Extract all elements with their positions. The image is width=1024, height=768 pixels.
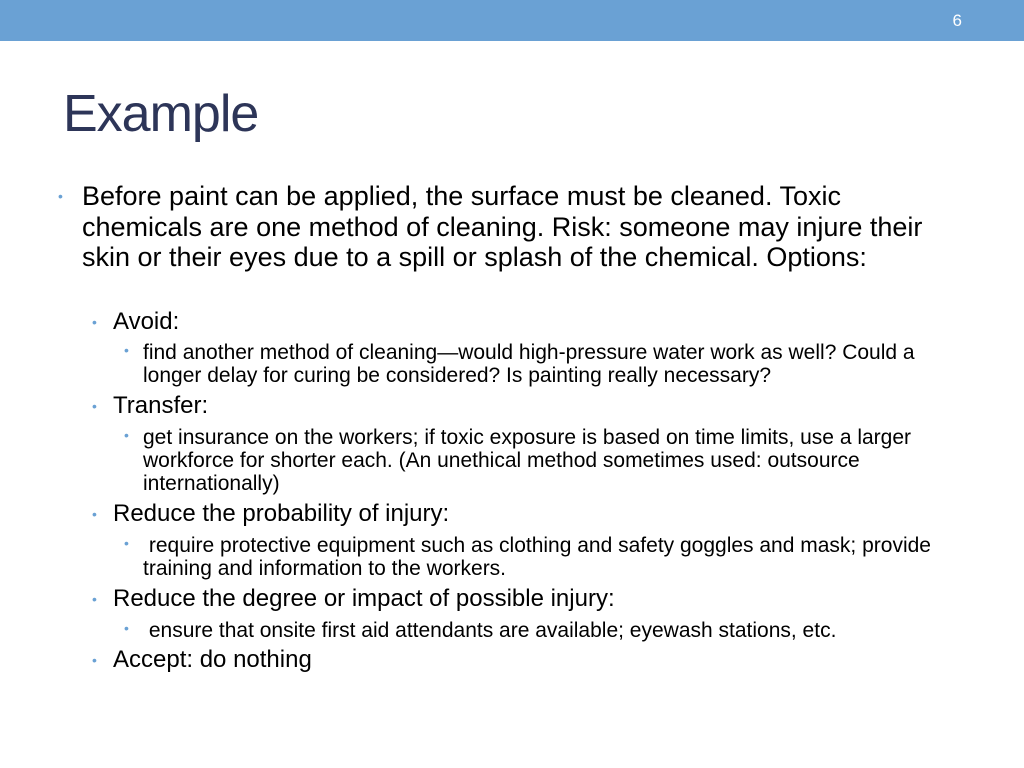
bullet-transfer-detail: get insurance on the workers; if toxic exposure is based on time limits, use a larger workforce for shorter each. (An unethical method sometimes used: outsource internationally) <box>143 426 912 495</box>
bullet-dot: • <box>58 188 63 204</box>
bullet-dot: • <box>92 398 97 414</box>
bullet-dot: • <box>92 506 97 522</box>
bullet-avoid: Avoid: <box>113 308 180 335</box>
bullet-transfer: Transfer: <box>113 392 209 419</box>
bullet-reduce-probability-detail: require protective equipment such as clothing and safety goggles and mask; provide training and information to the workers. <box>143 534 937 580</box>
slide-number: 6 <box>952 11 962 30</box>
bullet-dot: • <box>124 342 129 358</box>
bullet-dot: • <box>92 652 97 668</box>
bullet-main: Before paint can be applied, the surface must be cleaned. Toxic chemicals are one method of cleaning. Risk: someone may injure their skin or their eyes due to a spill or splash of the chemical. Options: <box>82 181 923 272</box>
bullet-avoid-detail: find another method of cleaning—would high-pressure water work as well? Could a longer delay for curing be considered? Is painting really necessary? <box>143 341 915 387</box>
bullet-dot: • <box>92 314 97 330</box>
bullet-dot: • <box>92 591 97 607</box>
bullet-reduce-degree: Reduce the degree or impact of possible injury: <box>113 585 615 612</box>
bullet-accept: Accept: do nothing <box>113 646 312 673</box>
header-bar <box>0 0 1024 41</box>
bullet-dot: • <box>124 620 129 636</box>
bullet-reduce-probability: Reduce the probability of injury: <box>113 500 450 527</box>
bullet-dot: • <box>124 535 129 551</box>
bullet-reduce-degree-detail: ensure that onsite first aid attendants are available; eyewash stations, etc. <box>143 619 837 642</box>
bullet-dot: • <box>124 427 129 443</box>
slide-title: Example <box>63 85 259 143</box>
